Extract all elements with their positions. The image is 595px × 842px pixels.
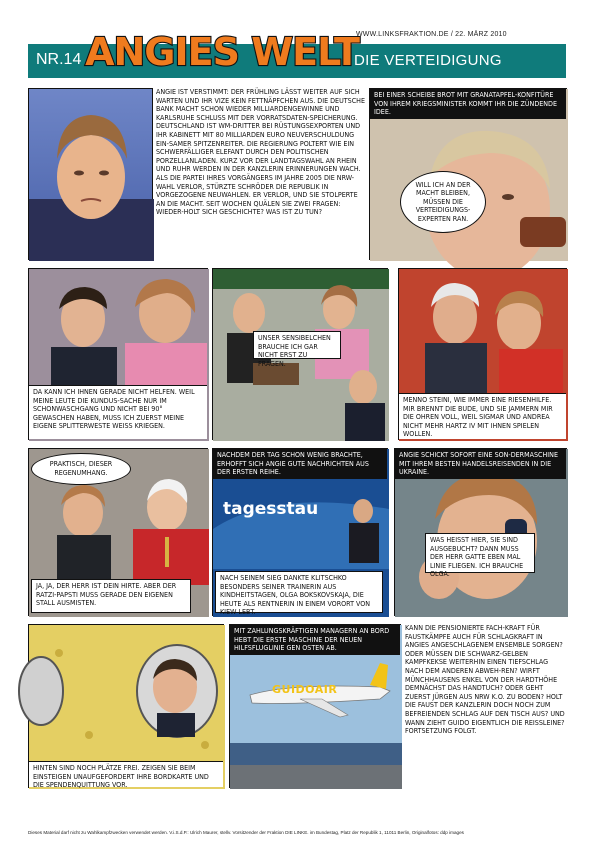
panel-5-steinmeier: [398, 268, 567, 440]
panel-1-merkel-portrait: [28, 88, 153, 260]
panel-5-caption: MENNO STEINI, WIE IMMER EINE RIESENHILFE. MIR BRENNT DIE BUDE, UND SIE JAMMERN MIR DIE OHREN VOLL, WEIL SIGMAR UND ANDREA NICHT MEHR HARTZ IV MIT IHNEN SPIELEN WOLLEN.: [399, 393, 566, 439]
panel-7-news-box: NACH SEINEM SIEG DANKTE KLITSCHKO BESONDERS SEINER TRAINERIN AUS KINDHEITSTAGEN, OLGA BOKSKOVSKAJA, DIE HEUTE ALS RENTNERIN IN EINEM VORORT VON KIEW LEBT.: [215, 571, 383, 613]
panel-9-westerwelle-window: [28, 624, 224, 788]
panel-9-caption: HINTEN SIND NOCH PLÄTZE FREI. ZEIGEN SIE BEIM EINSTEIGEN UNAUFGEFORDERT IHRE BORDKARTE UND DIE SPENDENQUITTUNG VOR.: [29, 761, 223, 787]
panel-6-pope: [28, 448, 208, 616]
panel-11-text: KANN DIE PENSIONIERTE FACH-KRAFT FÜR FAUSTKÄMPFE AUCH FÜR SCHLAGKRAFT IN ANGIES ANGESCHLAGENEM ENSEMBLE SORGEN? ODER MÜSSEN DIE SCHWARZ-GELBEN KAMPFKEKSE WEITERHIN EINEN TIEFSCHLAG NACH DEM ANDEREN ABWEH-REN? WIRFT MÜNCHHAUSENS ENKEL VON DER HARDTHÖHE DEMNÄCHST DAS HANDTUCH? ODER GEHT ZUERST JÜRGEN AUS NRW K.O. ZU BODEN? HOLT DIE FAUST DER KANZLERIN DOCH NOCH ZUM BEFREIENDEN SCHLAG AUF DEN TISCH AUS? UND WANN ZIEHT GUIDO EIGENTLICH DIE REISSLEINE? FORTSETZUNG FOLGT.: [405, 623, 565, 736]
panel-7-caption: NACHDEM DER TAG SCHON WENIG BRACHTE, ERHOFFT SICH ANGIE GUTE NACHRICHTEN AUS DER ERSTEN REIHE.: [213, 449, 387, 479]
panel-3-guttenberg: [28, 268, 208, 440]
issue-number: NR.14: [36, 51, 82, 68]
episode-title: DIE VERTEIDIGUNG: [354, 52, 502, 69]
panel-3-caption: DA KANN ICH IHNEN GERADE NICHT HELFEN. WEIL MEINE LEUTE DIE KUNDUS-SACHE NUR IM SCHONWASCHGANG UND NICHT BEI 90° GEWASCHEN HABEN, MUSS ICH ZUERST MEINE EIGENE SPLITTERWESTE WEISS KRIEGEN.: [29, 385, 207, 439]
panel-2-caption: BEI EINER SCHEIBE BROT MIT GRANATAPFEL-KONFITÜRE VON IHREM KRIEGSMINISTER KOMMT IHR DIE ZÜNDENDE IDEE.: [370, 89, 566, 119]
panel-8-speech-box: WAS HEISST HIER, SIE SIND AUSGEBUCHT? DANN MUSS DER HERR GATTE EBEN MAL LINIE FLIEGEN. ICH BRAUCHE OLGA.: [425, 533, 535, 573]
panel-8-phone-call: [394, 448, 567, 616]
panel-4-bundestag: [212, 268, 388, 440]
series-logo: [85, 24, 359, 76]
url-date: WWW.LINKSFRAKTION.DE / 22. MÄRZ 2010: [356, 31, 507, 38]
series-title: ANGIES WELT: [85, 30, 359, 74]
panel-7-tv-logo: tagesstau: [223, 499, 319, 519]
panel-1-text: ANGIE IST VERSTIMMT: DER FRÜHLING LÄSST WEITER AUF SICH WARTEN UND IHR VIZE KEIN FETTNÄPFCHEN AUS. DIE DEUTSCHE BANK MACHT SCHON WIEDER MILLIARDENGEWINNE UND KARLSRUHE SCHLUSS MIT DER VORRATSDATEN-SPEICHERUNG. DEUTSCHLAND IST WM-DRITTER BEI RÜSTUNGSEXPORTEN UND IHR KABINETT MIT 80 MILLIARDEN EURO NEUVERSCHULDUNG EIN-SAMER SPITZENREITER. DIE REGIERUNG POLTERT WIE EIN SCHWERFÄLLIGER ELEFANT DURCH DEN POLITISCHEN PORZELLANLADEN. KURZ VOR DER LANDTAGSWAHL AN RHEIN UND RUHR WERDEN IN DER KANZLERIN ERINNERUNGEN WACH. ALS DIE PARTEI IHRES VORGÄNGERS IM JAHRE 2005 DIE NRW-WAHL VERLOR, STÜRZTE SCHRÖDER DIE REPUBLIK IN VORGEZOGENE NEUWAHLEN. ER VERLOR, UND SIE STOLPERTE AN DIE MACHT. SEIT WOCHEN QUÄLEN SIE ZWEI FRAGEN: WIEDER-HOLT SICH GESCHICHTE? WAS IST ZU TUN?: [156, 87, 366, 217]
panel-10-plane-logo: GUIDOAIR: [272, 683, 338, 696]
panel-8-caption: ANGIE SCHICKT SOFORT EINE SON-DERMASCHINE MIT IHREM BESTEN HANDELSREISENDEN IN DIE UKRAINE.: [395, 449, 566, 479]
panel-7-tagesschau: [212, 448, 388, 616]
panel-10-caption: MIT ZAHLUNGSKRÄFTIGEN MANAGERN AN BORD HEBT DIE ERSTE MASCHINE DER NEUEN HILFSFLUGLINIE GEN OSTEN AB.: [230, 625, 400, 655]
panel-6-caption: JA, JA, DER HERR IST DEIN HIRTE. ABER DER RATZI-PAPSTI MUSS GERADE DEN EIGENEN STALL AUSMISTEN.: [31, 579, 191, 613]
panel-10-guidoair-plane: [229, 624, 401, 788]
panel-2-thought-bubble: WILL ICH AN DER MACHT BLEIBEN, MÜSSEN DIE VERTEIDIGUNGS-EXPERTEN RAN.: [400, 171, 486, 233]
footer-imprint: Dieses Material darf nicht zu Wahlkampfzwecken verwendet werden. V.i.S.d.P.: Ulrich Maurer, stellv. Vorsitzender der Fraktion DIE LINKE. im Bundestag, Platz der Republik 1, 11011 Berlin, Originalfotos: ddp images: [28, 830, 464, 835]
panel-6-speech-bubble: PRAKTISCH, DIESER REGENUMHANG.: [31, 453, 131, 485]
panel-4-speech-bubble: UNSER SENSIBELCHEN BRAUCHE ICH GAR NICHT ERST ZU FRAGEN.: [253, 331, 341, 359]
panel-2-jam-bread: [369, 88, 567, 260]
